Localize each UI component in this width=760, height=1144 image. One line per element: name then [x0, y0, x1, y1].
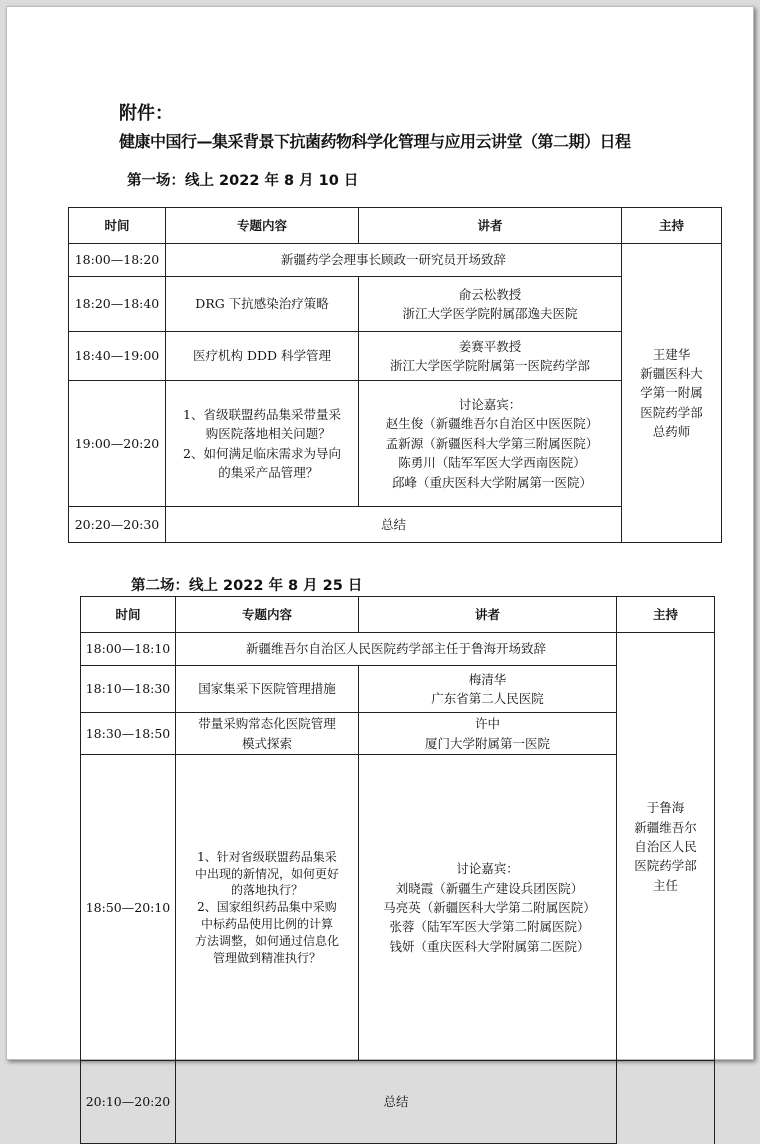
- topic-cell: 国家集采下医院管理措施: [176, 666, 359, 713]
- topic-cell: 医疗机构 DDD 科学管理: [166, 332, 359, 381]
- time-cell: 18:50—20:10: [81, 755, 176, 1061]
- time-cell: 18:20—18:40: [69, 277, 166, 332]
- speaker-name: 姜赛平教授: [458, 338, 522, 354]
- speaker-name: 梅清华: [468, 671, 507, 687]
- time-cell: 18:30—18:50: [81, 713, 176, 755]
- topic-line: 的落地执行？: [230, 883, 303, 898]
- discussion-topics-cell: [166, 381, 359, 507]
- guest-line: 邱峰（重庆医科大学附属第一医院）: [391, 474, 592, 490]
- speaker-cell: [359, 713, 617, 755]
- header-speaker: 讲者: [359, 208, 622, 244]
- guest-line: 钱妍（重庆医科大学附属第二医院）: [389, 938, 590, 954]
- document-page: [6, 6, 754, 1110]
- discussion-guests-cell: [359, 381, 622, 507]
- host-cell: [617, 633, 715, 1061]
- attachment-label: 附件：: [119, 103, 173, 124]
- session-1-schedule-table: [68, 207, 722, 543]
- guest-line: 陈勇川（陆军军医大学西南医院）: [398, 455, 586, 471]
- session-1-heading: 第一场：线上 2022 年 8 月 10 日: [127, 173, 359, 189]
- topic-line: 1、针对省级联盟药品集采: [197, 849, 337, 864]
- summary-cell: 总结: [166, 507, 622, 543]
- document-title: 健康中国行—集采背景下抗菌药物科学化管理与应用云讲堂（第二期）日程: [119, 132, 631, 151]
- topic-cell: DRG 下抗感染治疗策略: [166, 277, 359, 332]
- topic-line: 管理做到精准执行？: [212, 950, 321, 965]
- guests-label: 讨论嘉宾：: [456, 861, 519, 877]
- time-cell: 18:40—19:00: [69, 332, 166, 381]
- speaker-cell: [359, 332, 622, 381]
- time-cell: 18:10—18:30: [81, 666, 176, 713]
- host-line: 于鲁海: [646, 800, 685, 816]
- header-time: 时间: [69, 208, 166, 244]
- topic-line: 中出现的新情况，如何更好: [194, 866, 339, 881]
- table-header-row: [81, 597, 715, 633]
- topic-line: 方法调整，如何通过信息化: [194, 933, 339, 948]
- topic-line: 中标药品使用比例的计算: [200, 917, 333, 932]
- header-time: 时间: [81, 597, 176, 633]
- time-cell: 20:10—20:20: [81, 1061, 176, 1143]
- summary-cell: 总结: [176, 1061, 617, 1143]
- host-cell: [622, 244, 722, 543]
- guest-line: 赵生俊（新疆维吾尔自治区中医医院）: [385, 416, 599, 432]
- guest-line: 马亮英（新疆医科大学第二附属医院）: [383, 899, 596, 915]
- host-line: 王建华: [652, 346, 691, 362]
- table-row: [69, 244, 722, 277]
- topic-line: 带量采购常态化医院管理: [198, 716, 336, 732]
- speaker-org: 浙江大学医学院附属邵逸夫医院: [402, 306, 578, 321]
- host-line: 总药师: [652, 424, 691, 440]
- time-cell: 19:00—20:20: [69, 381, 166, 507]
- speaker-org: 广东省第二人民医院: [431, 691, 544, 706]
- speaker-org: 浙江大学医学院附属第一医院药学部: [389, 358, 590, 373]
- topic-line: 模式探索: [241, 735, 292, 751]
- session-2-schedule-table: [80, 596, 715, 1144]
- header-host: 主持: [622, 208, 722, 244]
- table-row: [81, 1061, 715, 1143]
- speaker-cell: [359, 277, 622, 332]
- header-topic: 专题内容: [176, 597, 359, 633]
- session-2-heading: 第二场：线上 2022 年 8 月 25 日: [131, 578, 363, 594]
- host-line: 主任: [652, 877, 678, 893]
- discussion-topics-cell: [176, 755, 359, 1061]
- speaker-cell: [359, 666, 617, 713]
- time-cell: 18:00—18:20: [69, 244, 166, 277]
- guest-line: 张蓉（陆军军医大学第二附属医院）: [389, 919, 590, 935]
- host-line: 新疆维吾尔: [634, 819, 697, 835]
- topic-line: 2、国家组织药品集中采购: [197, 900, 337, 915]
- host-line: 学第一附属: [640, 385, 703, 401]
- speaker-org: 厦门大学附属第一医院: [424, 735, 550, 751]
- topic-line: 1、省级联盟药品集采带量采: [183, 406, 341, 422]
- guest-line: 孟新源（新疆医科大学第三附属医院）: [385, 435, 599, 451]
- table-header-row: [69, 208, 722, 244]
- time-cell: 18:00—18:10: [81, 633, 176, 666]
- opening-remarks-cell: 新疆维吾尔自治区人民医院药学部主任于鲁海开场致辞: [176, 633, 617, 666]
- topic-line: 购医院落地相关问题？: [205, 426, 331, 442]
- guests-label: 讨论嘉宾：: [458, 397, 522, 413]
- header-speaker: 讲者: [359, 597, 617, 633]
- host-line: 医院药学部: [634, 858, 697, 874]
- topic-line: 2、如何满足临床需求为导向: [183, 445, 341, 461]
- topic-cell: [176, 713, 359, 755]
- discussion-guests-cell: [359, 755, 617, 1061]
- guest-line: 刘晓霞（新疆生产建设兵团医院）: [395, 880, 584, 896]
- topic-line: 的集采产品管理？: [218, 464, 319, 480]
- host-line: 新疆医科大: [640, 365, 703, 381]
- table-row: [81, 633, 715, 666]
- host-line: 自治区人民: [634, 838, 697, 854]
- header-topic: 专题内容: [166, 208, 359, 244]
- speaker-name: 俞云松教授: [458, 286, 522, 302]
- speaker-name: 许中: [474, 716, 500, 732]
- opening-remarks-cell: 新疆药学会理事长顾政一研究员开场致辞: [166, 244, 622, 277]
- host-line: 医院药学部: [640, 404, 703, 420]
- time-cell: 20:20—20:30: [69, 507, 166, 543]
- header-host: 主持: [617, 597, 715, 633]
